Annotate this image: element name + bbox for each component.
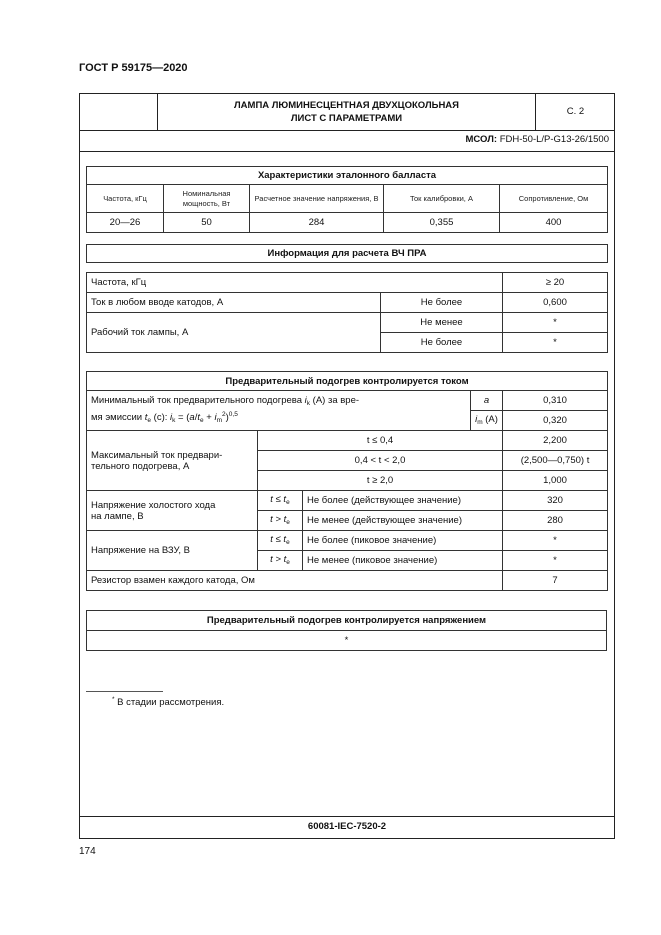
- t1-cond: t ≤ 0,4: [258, 431, 503, 451]
- min-label-ik: i: [304, 395, 307, 406]
- ballast-value-resistance: 400: [500, 213, 608, 233]
- ocv-label-line1: Напряжение холостого хода: [91, 499, 216, 511]
- preheat-current-table: [86, 371, 608, 591]
- min-label-text2: (А) за вре-: [312, 395, 360, 406]
- max-label-line1: Максимальный ток предвари-: [91, 449, 223, 461]
- ballast-title: Характеристики эталонного балласта: [87, 167, 608, 185]
- vzu-value1: *: [503, 531, 608, 551]
- min-label-text3: мя эмиссии: [91, 412, 143, 423]
- ballast-value-freq: 20—26: [87, 213, 164, 233]
- min-current-label: Минимальный ток предварительного подогрева $i_k$ (А) за вре- мя эмиссии $t_e$ (c): $i_k = (a/t_e + i_m^2)^{0,5}$: [87, 391, 471, 431]
- hf-work-cond1: Не менее: [381, 313, 503, 333]
- hf-work-val2: *: [503, 333, 608, 353]
- preheat-voltage-value: *: [87, 631, 607, 651]
- vzu-desc2: Не менее (пиковое значение): [303, 551, 503, 571]
- hf-spacer: [87, 263, 608, 273]
- hf-freq-value: ≥ 20: [503, 273, 608, 293]
- ballast-header-voltage: Расчетное значение напряжения, В: [250, 185, 384, 213]
- im-value: 0,320: [503, 411, 608, 431]
- page-number: 174: [79, 846, 96, 857]
- im-symbol: i: [475, 413, 478, 425]
- min-sub-e: e: [147, 417, 152, 424]
- footnote-mark: *: [112, 696, 115, 703]
- ballast-value-current: 0,355: [384, 213, 500, 233]
- vzu-cond1: $t \le t_e$: [258, 531, 303, 551]
- hf-work-cond2: Не более: [381, 333, 503, 353]
- ocv-label-line2: на лампе, В: [91, 510, 144, 522]
- ballast-header-current: Ток калибровки, А: [384, 185, 500, 213]
- min-exponent: 0,5: [228, 411, 238, 418]
- t2-value: (2,500—0,750) t: [503, 451, 608, 471]
- sheet-title: [158, 99, 535, 125]
- ocv-label: [87, 491, 258, 531]
- hf-freq-label: Частота, кГц: [87, 273, 503, 293]
- footnote-rule: [86, 691, 163, 692]
- a-value: 0,310: [503, 391, 608, 411]
- msol-divider: [79, 151, 615, 152]
- ocv-cond2: $t > t_e$: [258, 511, 303, 531]
- t2-cond: 0,4 < t < 2,0: [258, 451, 503, 471]
- footnote: [112, 696, 224, 708]
- ballast-header-freq: Частота, кГц: [87, 185, 164, 213]
- resistor-value: 7: [503, 571, 608, 591]
- msol-line: [466, 134, 609, 145]
- t1-value: 2,200: [503, 431, 608, 451]
- standard-number: ГОСТ Р 59175—2020: [79, 62, 188, 74]
- hf-title: Информация для расчета ВЧ ПРА: [87, 245, 608, 263]
- ocv-cond1-text: t ≤ t: [270, 493, 287, 505]
- preheat-voltage-table: [86, 610, 607, 651]
- hf-work-label: Рабочий ток лампы, А: [87, 313, 381, 353]
- ocv-value2: 280: [503, 511, 608, 531]
- im-unit: (A): [485, 413, 498, 425]
- a-label: [471, 391, 503, 411]
- vzu-desc1: Не более (пиковое значение): [303, 531, 503, 551]
- min-label-k: k: [306, 400, 311, 407]
- ballast-value-power: 50: [164, 213, 250, 233]
- a-symbol: a: [483, 395, 490, 406]
- msol-label: МСОЛ:: [465, 134, 498, 145]
- vzu-cond1-text: t ≤ t: [270, 533, 287, 545]
- hf-cathode-cond: Не более: [381, 293, 503, 313]
- msol-code: FDH-50-L/P-G13-26/1500: [499, 134, 609, 145]
- hf-work-val1: *: [503, 313, 608, 333]
- footnote-text: В стадии рассмотрения.: [117, 697, 225, 708]
- vzu-cond2: $t > t_e$: [258, 551, 303, 571]
- ballast-table: [86, 166, 608, 233]
- vzu-value2: *: [503, 551, 608, 571]
- ocv-value1: 320: [503, 491, 608, 511]
- t3-value: 1,000: [503, 471, 608, 491]
- hf-cathode-value: 0,600: [503, 293, 608, 313]
- max-label-line2: тельного подогрева, А: [91, 460, 190, 472]
- ocv-desc1: Не более (действующее значение): [303, 491, 503, 511]
- sheet-title-line2: ЛИСТ С ПАРАМЕТРАМИ: [290, 113, 403, 124]
- footer-code: 60081-IEC-7520-2: [307, 821, 387, 832]
- ocv-cond2-text: t > t: [270, 513, 287, 525]
- ballast-value-voltage: 284: [250, 213, 384, 233]
- page-ref: С. 2: [566, 106, 585, 117]
- preheat-current-title: Предварительный подогрев контролируется током: [87, 372, 608, 391]
- vzu-cond2-text: t > t: [270, 553, 287, 565]
- hf-table: [86, 244, 608, 353]
- ocv-cond1: $t \le t_e$: [258, 491, 303, 511]
- im-label: [471, 411, 503, 431]
- preheat-voltage-title: Предварительный подогрев контролируется напряжением: [87, 611, 607, 631]
- im-sub: m: [477, 418, 483, 426]
- ballast-header-power: Номинальная мощность, Вт: [164, 185, 250, 213]
- resistor-label: Резистор взамен каждого катода, Ом: [87, 571, 503, 591]
- max-current-label: [87, 431, 258, 491]
- header-divider: [79, 130, 615, 131]
- footer-divider: [79, 816, 615, 817]
- sheet-title-line1: ЛАМПА ЛЮМИНЕСЦЕНТНАЯ ДВУХЦОКОЛЬНАЯ: [234, 100, 459, 111]
- hf-cathode-label: Ток в любом вводе катодов, А: [87, 293, 381, 313]
- min-label-text1: Минимальный ток предварительного подогрева: [91, 395, 302, 406]
- t3-cond: t ≥ 2,0: [258, 471, 503, 491]
- vzu-label: Напряжение на ВЗУ, В: [87, 531, 258, 571]
- ballast-header-resistance: Сопротивление, Ом: [500, 185, 608, 213]
- ocv-desc2: Не менее (действующее значение): [303, 511, 503, 531]
